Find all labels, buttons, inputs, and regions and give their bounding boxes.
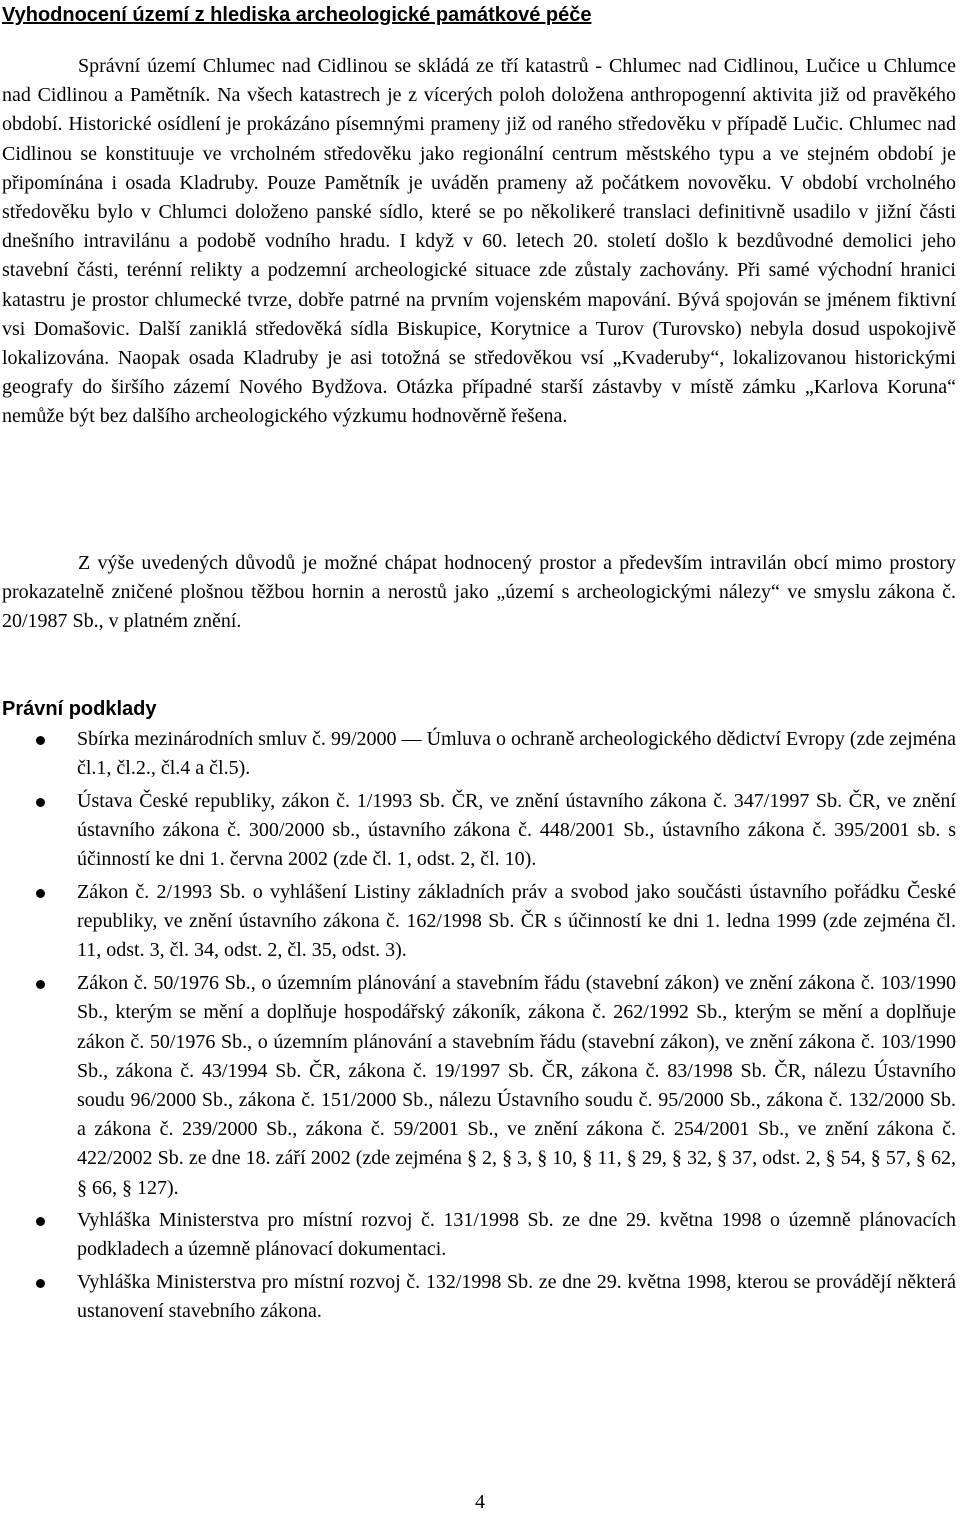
page-number: 4: [475, 1491, 485, 1513]
list-item: [0, 1206, 956, 1264]
bullet-icon: [36, 980, 45, 989]
bullet-icon: [36, 889, 45, 898]
list-item-text: Sbírka mezinárodních smluv č. 99/2000 — Úmluva o ochraně archeologického dědictví Evropy (zde zejména čl.1, čl.2., čl.4 a čl.5).: [77, 728, 956, 780]
bullet-icon: [36, 1279, 45, 1288]
list-item: [0, 725, 956, 783]
list-item: [0, 969, 956, 1203]
list-item-text: Vyhláška Ministerstva pro místní rozvoj č. 131/1998 Sb. ze dne 29. května 1998 o územně plánovacích podkladech a územně plánovací dokumentaci.: [77, 1209, 956, 1261]
list-item: [0, 878, 956, 966]
bullet-icon: [36, 736, 45, 745]
list-item-text: Vyhláška Ministerstva pro místní rozvoj č. 132/1998 Sb. ze dne 29. května 1998, kterou se provádějí některá ustanovení stavebního zákona.: [77, 1271, 956, 1323]
legal-basis-list: [0, 725, 960, 1327]
section-title: Vyhodnocení území z hlediska archeologické památkové péče: [2, 4, 592, 26]
list-item-text: Zákon č. 2/1993 Sb. o vyhlášení Listiny základních práv a svobod jako součásti ústavního pořádku České republiky, ve znění ústavního zákona č. 162/1998 Sb. ČR s účinností ke dni 1. ledna 1999 (zde zejména čl. 11, odst. 3, čl. 34, odst. 2, čl. 35, odst. 3).: [77, 881, 956, 962]
list-item-text: Ústava České republiky, zákon č. 1/1993 Sb. ČR, ve znění ústavního zákona č. 347/1997 Sb. ČR, ve znění ústavního zákona č. 300/2000 sb., ústavního zákona č. 448/2001 Sb., ústavního zákona č. 395/2001 sb. s účinností ke dni 1. června 2002 (zde čl. 1, odst. 2, čl. 10).: [77, 789, 956, 871]
bullet-icon: [36, 798, 45, 807]
legal-basis-heading: Právní podklady: [2, 698, 157, 720]
list-item: [0, 1268, 956, 1326]
paragraph-archaeology-history: Správní území Chlumec nad Cidlinou se skládá ze tří katastrů - Chlumec nad Cidlinou, Lučice u Chlumce nad Cidlinou a Pamětník. Na všech katastrech je z vícerých poloh doložena anthropogenní aktivita již od pravěkého období. Historické osídlení je prokázáno písemnými prameny již od raného středověku v případě Lučic. Chlumec nad Cidlinou se konstituuje ve vrcholném středověku jako regionální centrum městského typu a ve stejném období je připomínána i osada Kladruby. Pouze Pamětník je uváděn prameny až počátkem novověku. V období vrcholného středověku bylo v Chlumci doloženo panské sídlo, které se po několikeré translaci definitivně usadilo v jižní části dnešního intravilánu a podobě vodního hradu. I když v 60. letech 20. století došlo k bezdůvodné demolici jeho stavební části, terénní relikty a podzemní archeologické situace zde zůstaly zachovány. Při samé východní hranici katastru je prostor chlumecké tvrze, dobře patrné na prvním vojenském mapování. Bývá spojován se jménem fiktivní vsi Domašovic. Další zaniklá středověká sídla Biskupice, Korytnice a Turov (Turovsko) nebyla dosud uspokojivě lokalizována. Naopak osada Kladruby je asi totožná se středověkou vsí „Kvaderuby“, lokalizovanou historickými geografy do širšího zázemí Nového Bydžova. Otázka případné starší zástavby v místě zámku „Karlova Koruna“ nemůže být bez dalšího archeologického výzkumu hodnověrně řešena.: [2, 55, 956, 428]
list-item-text: Zákon č. 50/1976 Sb., o územním plánování a stavebním řádu (stavební zákon) ve znění zákona č. 103/1990 Sb., kterým se mění a doplňuje hospodářský zákoník, zákona č. 262/1992 Sb., kterým se mění a doplňuje zákon č. 50/1976 Sb., o územním plánování a stavebním řádu (stavební zákon), ve znění zákona č. 103/1990 Sb., zákona č. 43/1994 Sb. ČR, zákona č. 19/1997 Sb. ČR, zákona č. 83/1998 Sb. ČR, nálezu Ústavního soudu 96/2000 Sb., zákona č. 151/2000 Sb., nálezu Ústavního soudu č. 95/2000 Sb., zákona č. 132/2000 Sb. a zákona č. 239/2000 Sb., zákona č. 59/2001 Sb., ve znění zákona č. 254/2001 Sb., ve znění zákona č. 422/2002 Sb. ze dne 18. září 2002 (zde zejména § 2, § 3, § 10, § 11, § 29, § 32, § 37, odst. 2, § 54, § 57, § 62, § 66, § 127).: [77, 972, 956, 1199]
list-item: [0, 787, 956, 875]
bullet-icon: [36, 1217, 45, 1226]
paragraph-archaeological-area: Z výše uvedených důvodů je možné chápat hodnocený prostor a především intravilán obcí mimo prostory prokazatelně zničené plošnou těžbou hornin a nerostů jako „území s archeologickými nálezy“ ve smyslu zákona č. 20/1987 Sb., v platném znění.: [2, 552, 956, 633]
